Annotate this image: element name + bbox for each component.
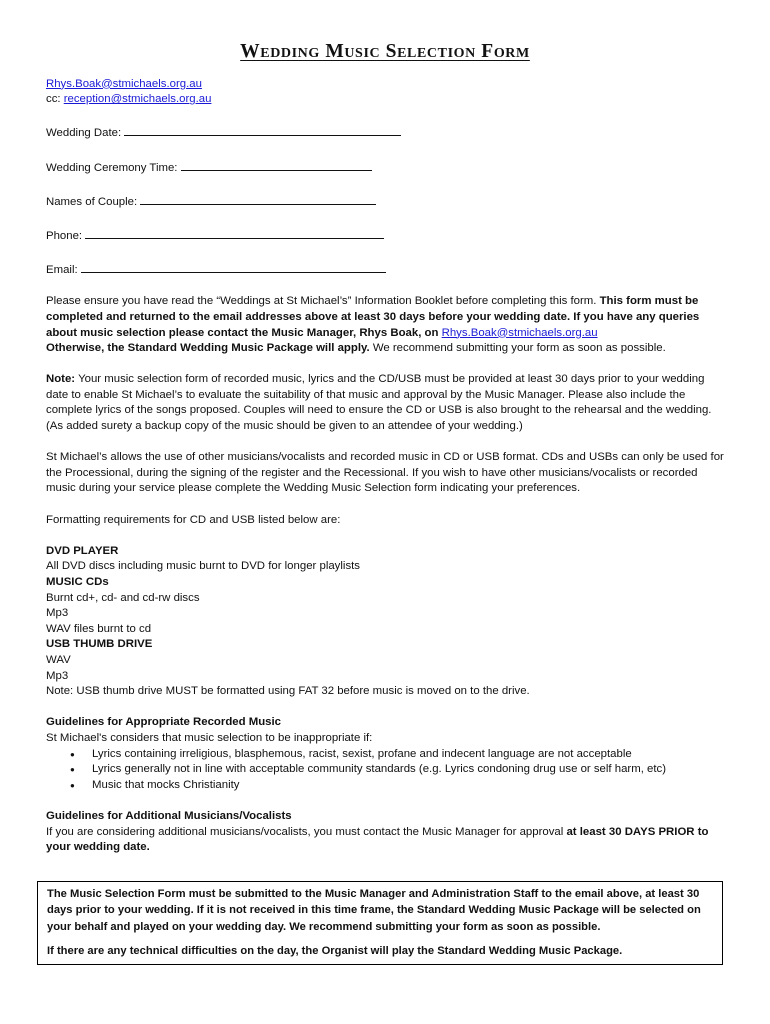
note-paragraph: Note: Your music selection form of recorded music, lyrics and the CD/USB must be provided at least 30 days prior to your wedding date to enable St Michael’s to evaluate the suitability of that music and approval by the Music Manager. Please also include the complete lyrics of the songs proposed. Couples will need to ensure the CD or USB is also brought to the rehearsal and the wedding. (As added surety a backup copy of the music should be given to an attendee of your wedding.) bbox=[46, 373, 712, 433]
recorded-guidelines-intro: St Michael's considers that music selection to be inappropriate if: bbox=[46, 731, 373, 744]
usb-heading: USB THUMB DRIVE bbox=[46, 638, 153, 651]
recorded-guidelines-heading: Guidelines for Appropriate Recorded Music bbox=[46, 716, 282, 729]
contact-block bbox=[46, 77, 726, 108]
ceremony-time-field bbox=[46, 158, 726, 177]
page-title: Wedding Music Selection Form bbox=[240, 41, 530, 62]
list-item: ● Lyrics generally not in line with acceptable community standards (e.g. Lyrics condoning drug use or self harm, etc) bbox=[92, 762, 726, 778]
email-field bbox=[46, 260, 726, 279]
manager-email-link[interactable]: Rhys.Boak@stmichaels.org.au bbox=[441, 326, 598, 339]
ceremony-time-input[interactable] bbox=[181, 158, 372, 171]
form-page bbox=[46, 41, 726, 856]
email-label: Email: bbox=[46, 264, 78, 277]
format-requirements bbox=[46, 544, 726, 700]
names-of-couple-input[interactable] bbox=[140, 192, 376, 205]
cd-line: Burnt cd+, cd- and cd-rw discs bbox=[46, 591, 200, 604]
phone-label: Phone: bbox=[46, 229, 83, 242]
email-input[interactable] bbox=[81, 260, 386, 273]
cd-line: Mp3 bbox=[46, 607, 69, 620]
usb-line: WAV bbox=[46, 653, 71, 666]
phone-input[interactable] bbox=[85, 226, 384, 239]
list-item: ● Music that mocks Christianity bbox=[92, 778, 726, 794]
names-of-couple-label: Names of Couple: bbox=[46, 195, 138, 208]
cc-email-link[interactable]: reception@stmichaels.org.au bbox=[63, 93, 212, 106]
cc-label: cc: bbox=[46, 93, 61, 106]
recorded-music-guidelines bbox=[46, 715, 726, 793]
usb-note: Note: USB thumb drive MUST be formatted using FAT 32 before music is moved on to the drive. bbox=[46, 685, 530, 698]
musicians-paragraph: St Michael’s allows the use of other musicians/vocalists and recorded music in CD or USB format. CDs and USBs can only be used for the Processional, during the signing of the register and the Recessional. If you wish to have other musicians/vocalists or recorded music during your service please complete the Wedding Music Selection form indicating your preferences. bbox=[46, 451, 724, 495]
dvd-line: All DVD discs including music burnt to DVD for longer playlists bbox=[46, 560, 360, 573]
usb-line: Mp3 bbox=[46, 669, 69, 682]
note-label: Note: bbox=[46, 373, 76, 386]
formatting-intro: Formatting requirements for CD and USB listed below are: bbox=[46, 513, 341, 526]
cd-line: WAV files burnt to cd bbox=[46, 622, 152, 635]
names-of-couple-field bbox=[46, 192, 726, 211]
wedding-date-input[interactable] bbox=[124, 123, 401, 136]
dvd-heading: DVD PLAYER bbox=[46, 544, 119, 557]
additional-musicians-guidelines bbox=[46, 809, 726, 856]
notice-paragraph: The Music Selection Form must be submitted to the Music Manager and Administration Staff to the email above, at least 30 days prior to your wedding. If it is not received in this time frame, the Standard Wedding Music Package will be selected on your behalf and played on your wedding day. We recommend submitting your form as soon as possible. bbox=[47, 888, 701, 933]
notice-paragraph: If there are any technical difficulties on the day, the Organist will play the Standard Wedding Music Package. bbox=[47, 945, 623, 958]
additional-guidelines-heading: Guidelines for Additional Musicians/Vocalists bbox=[46, 809, 292, 822]
wedding-date-label: Wedding Date: bbox=[46, 127, 122, 140]
phone-field bbox=[46, 226, 726, 245]
submission-notice-box bbox=[37, 881, 723, 965]
list-item: ● Lyrics containing irreligious, blasphemous, racist, sexist, profane and indecent language are not acceptable bbox=[92, 747, 726, 763]
ceremony-time-label: Wedding Ceremony Time: bbox=[46, 161, 178, 174]
intro-paragraph: Please ensure you have read the “Weddings at St Michael’s” Information Booklet before completing this form. This form must be completed and returned to the email addresses above at least 30 days before your wedding date. If you have any queries about music selection please contact the Music Manager, Rhys Boak, on Rhys.Boak@stmichaels.org.au Otherwise, the Standard Wedding Music Package will apply. We recommend submitting your form as soon as possible. bbox=[46, 295, 700, 355]
wedding-date-field bbox=[46, 123, 726, 142]
additional-guidelines-text: If you are considering additional musicians/vocalists, you must contact the Music Manager for approval at least 30 DAYS PRIOR to your wedding date. bbox=[46, 825, 709, 854]
primary-email-link[interactable]: Rhys.Boak@stmichaels.org.au bbox=[46, 77, 202, 90]
guidelines-list bbox=[46, 747, 726, 794]
cd-heading: MUSIC CDs bbox=[46, 576, 109, 588]
